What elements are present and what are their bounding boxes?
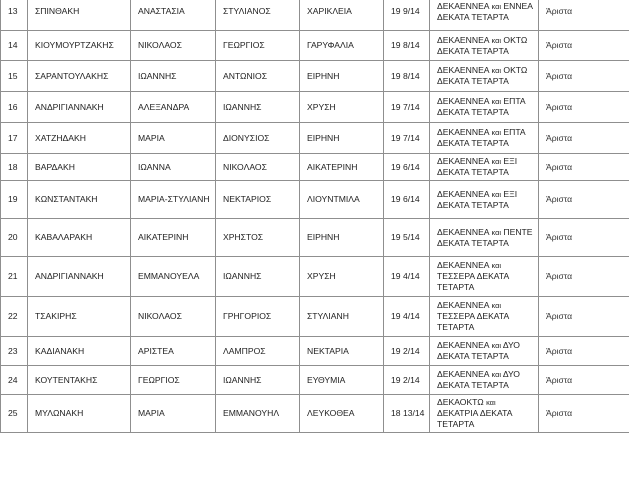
grade-number-cell [384, 297, 430, 337]
grade-words-fraction: ΟΚΤΩ ΔΕΚΑΤΑ ΤΕΤΑΡΤΑ [437, 34, 528, 56]
grade-number-cell [384, 181, 430, 219]
grade-words-fraction: ΤΕΣΣΕΡΑ ΔΕΚΑΤΑ ΤΕΤΑΡΤΑ [437, 271, 509, 292]
mother-name-text: ΕΙΡΗΝΗ [307, 132, 340, 143]
distinction-text: Άριστα [546, 232, 573, 242]
mother-name-text: ΕΥΘΥΜΙΑ [307, 374, 346, 385]
mother-name-text: ΣΤΥΛΙΑΝΗ [307, 311, 349, 321]
table-row [1, 181, 630, 219]
father-name-text: ΓΕΩΡΓΙΟΣ [223, 40, 265, 50]
grade-words-cell [430, 366, 539, 395]
first-name-cell [131, 395, 216, 433]
row-number: 18 [8, 161, 18, 172]
grade-words-conjunction: και [491, 189, 501, 199]
father-name-cell [216, 366, 300, 395]
grade-number-cell [384, 257, 430, 297]
surname-cell [28, 395, 131, 433]
results-table-body [1, 0, 630, 433]
first-name-cell [131, 154, 216, 181]
surname-text: ΚΑΒΑΛΑΡΑΚΗ [35, 232, 93, 242]
father-name-text: ΔΙΟΝΥΣΙΟΣ [223, 132, 270, 143]
first-name-cell [131, 219, 216, 257]
father-name-cell [216, 181, 300, 219]
row-number: 19 [8, 194, 18, 204]
grade-number-cell [384, 219, 430, 257]
grade-words-main: ΔΕΚΑΕΝΝΕΑ [437, 260, 492, 270]
first-name-text: ΜΑΡΙΑ-ΣΤΥΛΙΑΝΗ [138, 194, 210, 204]
first-name-cell [131, 0, 216, 31]
row-number [1, 181, 28, 219]
surname-text: ΑΝΔΡΙΓΙΑΝΝΑΚΗ [35, 101, 104, 112]
grade-number-cell [384, 61, 430, 92]
first-name-text: ΙΩΑΝΝΑ [138, 161, 171, 172]
father-name-cell [216, 154, 300, 181]
grade-words-fraction: ΤΕΣΣΕΡΑ ΔΕΚΑΤΑ ΤΕΤΑΡΤΑ [437, 311, 509, 332]
row-number: 22 [8, 311, 18, 321]
grade-words-fraction: ΕΠΤΑ ΔΕΚΑΤΑ ΤΕΤΑΡΤΑ [437, 96, 526, 117]
first-name-cell [131, 123, 216, 154]
row-number [1, 92, 28, 123]
mother-name-text: ΑΙΚΑΤΕΡΙΝΗ [307, 161, 358, 172]
mother-name-cell [300, 31, 384, 61]
distinction-cell [539, 92, 630, 123]
row-number [1, 61, 28, 92]
mother-name-cell [300, 395, 384, 433]
grade-words-conjunction: και [491, 261, 501, 270]
grade-words-main: ΔΕΚΑΕΝΝΕΑ [437, 226, 492, 237]
grade-words-conjunction: και [491, 66, 501, 75]
father-name-text: ΙΩΑΝΝΗΣ [223, 101, 262, 112]
grade-words-conjunction: και [486, 398, 496, 407]
father-name-cell [216, 92, 300, 123]
mother-name-cell [300, 123, 384, 154]
distinction-text: Άριστα [546, 194, 573, 204]
first-name-text: ΑΙΚΑΤΕΡΙΝΗ [138, 232, 189, 242]
grade-words-cell [430, 219, 539, 257]
distinction-cell [539, 0, 630, 31]
grade-words-conjunction: και [491, 341, 501, 350]
grade-words-fraction: ΕΞΙ ΔΕΚΑΤΑ ΤΕΤΑΡΤΑ [437, 188, 518, 210]
mother-name-text: ΝΕΚΤΑΡΙΑ [307, 345, 349, 356]
distinction-text: Άριστα [546, 271, 573, 281]
distinction-text: Άριστα [546, 345, 573, 356]
grade-number-text: 19 2/14 [391, 345, 420, 356]
grade-words-conjunction: και [491, 157, 501, 166]
distinction-text: Άριστα [546, 101, 573, 112]
grade-number-text: 18 13/14 [391, 408, 425, 418]
grade-words-conjunction: και [491, 1, 501, 11]
grade-number-cell [384, 154, 430, 181]
grade-number-text: 19 8/14 [391, 70, 420, 81]
distinction-cell [539, 31, 630, 61]
mother-name-cell [300, 219, 384, 257]
row-number: 25 [8, 408, 18, 418]
first-name-text: ΑΡΙΣΤΕΑ [138, 345, 174, 356]
grade-words-cell [430, 61, 539, 92]
grade-number-text: 19 7/14 [391, 132, 420, 143]
surname-cell [28, 257, 131, 297]
grade-number-cell [384, 366, 430, 395]
grade-words-fraction: ΔΕΚΑΤΡΙΑ ΔΕΚΑΤΑ ΤΕΤΑΡΤΑ [437, 408, 513, 429]
grade-words-conjunction: και [491, 301, 501, 310]
mother-name-cell [300, 337, 384, 366]
table-row [1, 219, 630, 257]
distinction-text: Άριστα [546, 6, 573, 16]
first-name-text: ΕΜΜΑΝΟΥΕΛΑ [138, 271, 200, 281]
distinction-cell [539, 366, 630, 395]
mother-name-text: ΛΕΥΚΟΘΕΑ [307, 408, 355, 418]
table-row [1, 123, 630, 154]
row-number [1, 395, 28, 433]
row-number [1, 0, 28, 31]
grade-words-main: ΔΕΚΑΕΝΝΕΑ [437, 188, 492, 199]
grade-words-main: ΔΕΚΑΕΝΝΕΑ [437, 127, 492, 137]
mother-name-text: ΓΑΡΥΦΑΛΙΑ [307, 40, 354, 50]
distinction-text: Άριστα [546, 132, 573, 143]
surname-text: ΒΑΡΔΑΚΗ [35, 161, 75, 172]
row-number: 17 [8, 132, 18, 143]
father-name-cell [216, 337, 300, 366]
distinction-cell [539, 257, 630, 297]
surname-cell [28, 92, 131, 123]
grade-words-conjunction: και [491, 35, 501, 45]
surname-text: ΜΥΛΩΝΑΚΗ [35, 408, 84, 418]
father-name-cell [216, 297, 300, 337]
row-number [1, 31, 28, 61]
distinction-cell [539, 395, 630, 433]
first-name-cell [131, 31, 216, 61]
first-name-text: ΜΑΡΙΑ [138, 408, 165, 418]
father-name-cell [216, 31, 300, 61]
grade-number-text: 19 8/14 [391, 40, 420, 50]
grade-words-cell [430, 297, 539, 337]
grade-number-cell [384, 123, 430, 154]
table-row [1, 395, 630, 433]
first-name-cell [131, 297, 216, 337]
surname-cell [28, 123, 131, 154]
surname-text: ΧΑΤΖΗΔΑΚΗ [35, 132, 86, 143]
grade-words-fraction: ΠΕΝΤΕ ΔΕΚΑΤΑ ΤΕΤΑΡΤΑ [437, 226, 533, 248]
first-name-text: ΝΙΚΟΛΑΟΣ [138, 311, 182, 321]
grade-words-cell [430, 257, 539, 297]
grade-words-main: ΔΕΚΑΕΝΝΕΑ [437, 96, 492, 106]
grade-words-fraction: ΕΝΝΕΑ ΔΕΚΑΤΑ ΤΕΤΑΡΤΑ [437, 0, 533, 22]
father-name-cell [216, 395, 300, 433]
grade-number-cell [384, 31, 430, 61]
first-name-text: ΜΑΡΙΑ [138, 132, 165, 143]
surname-cell [28, 366, 131, 395]
grade-words-cell [430, 337, 539, 366]
distinction-text: Άριστα [546, 161, 573, 172]
distinction-cell [539, 337, 630, 366]
row-number [1, 366, 28, 395]
table-row [1, 337, 630, 366]
mother-name-cell [300, 154, 384, 181]
grade-words-conjunction: και [491, 97, 501, 106]
table-row [1, 0, 630, 31]
mother-name-cell [300, 181, 384, 219]
grade-number-cell [384, 92, 430, 123]
first-name-cell [131, 257, 216, 297]
table-row [1, 31, 630, 61]
mother-name-cell [300, 257, 384, 297]
distinction-cell [539, 123, 630, 154]
grade-words-fraction: ΕΠΤΑ ΔΕΚΑΤΑ ΤΕΤΑΡΤΑ [437, 127, 526, 148]
row-number: 24 [8, 374, 18, 385]
father-name-text: ΓΡΗΓΟΡΙΟΣ [223, 311, 272, 321]
surname-cell [28, 154, 131, 181]
surname-text: ΣΑΡΑΝΤΟΥΛΑΚΗΣ [35, 70, 109, 81]
grade-number-text: 19 6/14 [391, 194, 420, 204]
grade-number-text: 19 2/14 [391, 374, 420, 385]
mother-name-text: ΕΙΡΗΝΗ [307, 232, 340, 242]
table-row [1, 61, 630, 92]
grade-words-cell [430, 154, 539, 181]
surname-cell [28, 31, 131, 61]
father-name-text: ΑΝΤΩΝΙΟΣ [223, 70, 268, 81]
first-name-text: ΑΛΕΞΑΝΔΡΑ [138, 101, 190, 112]
grade-words-main: ΔΕΚΑΕΝΝΕΑ [437, 65, 492, 75]
father-name-cell [216, 61, 300, 92]
distinction-cell [539, 297, 630, 337]
row-number [1, 337, 28, 366]
grade-words-main: ΔΕΚΑΕΝΝΕΑ [437, 0, 492, 11]
grade-number-cell [384, 337, 430, 366]
mother-name-text: ΧΡΥΣΗ [307, 101, 336, 112]
grade-words-fraction: ΔΥΟ ΔΕΚΑΤΑ ΤΕΤΑΡΤΑ [437, 340, 520, 361]
grade-number-text: 19 6/14 [391, 161, 420, 172]
distinction-text: Άριστα [546, 374, 573, 385]
surname-text: ΑΝΔΡΙΓΙΑΝΝΑΚΗ [35, 271, 104, 281]
surname-text: ΚΟΥΤΕΝΤΑΚΗΣ [35, 374, 98, 385]
grade-words-conjunction: και [491, 128, 501, 137]
grade-words-fraction: ΕΞΙ ΔΕΚΑΤΑ ΤΕΤΑΡΤΑ [437, 156, 518, 177]
table-row [1, 366, 630, 395]
surname-text: ΤΣΑΚΙΡΗΣ [35, 311, 77, 321]
mother-name-cell [300, 92, 384, 123]
father-name-text: ΙΩΑΝΝΗΣ [223, 374, 262, 385]
surname-text: ΚΑΔΙΑΝΑΚΗ [35, 345, 85, 356]
distinction-text: Άριστα [546, 408, 573, 418]
grade-words-fraction: ΔΥΟ ΔΕΚΑΤΑ ΤΕΤΑΡΤΑ [437, 369, 520, 390]
grade-words-conjunction: και [491, 370, 501, 379]
distinction-text: Άριστα [546, 311, 573, 321]
grade-words-cell [430, 395, 539, 433]
surname-cell [28, 337, 131, 366]
father-name-cell [216, 123, 300, 154]
row-number: 20 [8, 232, 18, 242]
grade-number-text: 19 4/14 [391, 311, 420, 321]
mother-name-cell [300, 366, 384, 395]
mother-name-cell [300, 0, 384, 31]
grade-number-text: 19 7/14 [391, 101, 420, 112]
table-row [1, 92, 630, 123]
surname-cell [28, 0, 131, 31]
row-number [1, 123, 28, 154]
distinction-cell [539, 219, 630, 257]
surname-cell [28, 219, 131, 257]
first-name-cell [131, 337, 216, 366]
father-name-cell [216, 257, 300, 297]
row-number: 15 [8, 70, 18, 81]
first-name-text: ΝΙΚΟΛΑΟΣ [138, 40, 182, 50]
grade-words-main: ΔΕΚΑΕΝΝΕΑ [437, 156, 492, 166]
father-name-text: ΝΙΚΟΛΑΟΣ [223, 161, 267, 172]
father-name-text: ΝΕΚΤΑΡΙΟΣ [223, 194, 272, 204]
row-number: 13 [8, 6, 18, 16]
first-name-text: ΑΝΑΣΤΑΣΙΑ [138, 6, 185, 16]
row-number [1, 257, 28, 297]
surname-cell [28, 61, 131, 92]
grade-words-conjunction: και [491, 227, 501, 237]
distinction-cell [539, 154, 630, 181]
father-name-cell [216, 0, 300, 31]
mother-name-text: ΧΑΡΙΚΛΕΙΑ [307, 6, 352, 16]
mother-name-cell [300, 297, 384, 337]
first-name-cell [131, 181, 216, 219]
distinction-text: Άριστα [546, 70, 573, 81]
father-name-text: ΧΡΗΣΤΟΣ [223, 232, 264, 242]
grade-number-text: 19 9/14 [391, 6, 420, 16]
surname-text: ΚΙΟΥΜΟΥΡΤΖΑΚΗΣ [35, 40, 114, 50]
grade-words-cell [430, 92, 539, 123]
table-row [1, 297, 630, 337]
father-name-text: ΣΤΥΛΙΑΝΟΣ [223, 6, 271, 16]
row-number [1, 297, 28, 337]
surname-text: ΚΩΝΣΤΑΝΤΑΚΗ [35, 194, 98, 204]
mother-name-text: ΕΙΡΗΝΗ [307, 70, 340, 81]
grade-words-main: ΔΕΚΑΟΚΤΩ [437, 397, 487, 407]
grade-number-cell [384, 0, 430, 31]
grade-words-cell [430, 0, 539, 31]
grade-number-text: 19 4/14 [391, 271, 420, 281]
grade-words-main: ΔΕΚΑΕΝΝΕΑ [437, 369, 492, 379]
distinction-cell [539, 61, 630, 92]
mother-name-text: ΧΡΥΣΗ [307, 271, 336, 281]
grade-number-cell [384, 395, 430, 433]
first-name-text: ΙΩΑΝΝΗΣ [138, 70, 177, 81]
father-name-text: ΕΜΜΑΝΟΥΗΛ [223, 408, 280, 418]
row-number: 23 [8, 345, 18, 356]
first-name-text: ΓΕΩΡΓΙΟΣ [138, 374, 180, 385]
mother-name-cell [300, 61, 384, 92]
distinction-text: Άριστα [546, 40, 573, 50]
father-name-cell [216, 219, 300, 257]
row-number [1, 219, 28, 257]
bottom-edge [0, 474, 637, 484]
right-edge [629, 0, 637, 484]
grade-words-cell [430, 123, 539, 154]
grade-number-text: 19 5/14 [391, 232, 420, 242]
surname-text: ΣΠΙΝΘΑΚΗ [35, 6, 80, 16]
grade-words-fraction: ΟΚΤΩ ΔΕΚΑΤΑ ΤΕΤΑΡΤΑ [437, 65, 528, 86]
row-number: 14 [8, 40, 18, 50]
grade-words-main: ΔΕΚΑΕΝΝΕΑ [437, 300, 492, 310]
row-number [1, 154, 28, 181]
distinction-cell [539, 181, 630, 219]
mother-name-text: ΛΙΟΥΝΤΜΙΛΑ [307, 194, 360, 204]
surname-cell [28, 181, 131, 219]
father-name-text: ΛΑΜΠΡΟΣ [223, 345, 266, 356]
first-name-cell [131, 366, 216, 395]
first-name-cell [131, 61, 216, 92]
grade-words-cell [430, 31, 539, 61]
row-number: 16 [8, 101, 18, 112]
first-name-cell [131, 92, 216, 123]
father-name-text: ΙΩΑΝΝΗΣ [223, 271, 262, 281]
table-row [1, 154, 630, 181]
table-row [1, 257, 630, 297]
row-number: 21 [8, 271, 18, 281]
grade-words-main: ΔΕΚΑΕΝΝΕΑ [437, 340, 492, 350]
grade-words-main: ΔΕΚΑΕΝΝΕΑ [437, 34, 492, 45]
grade-words-cell [430, 181, 539, 219]
surname-cell [28, 297, 131, 337]
